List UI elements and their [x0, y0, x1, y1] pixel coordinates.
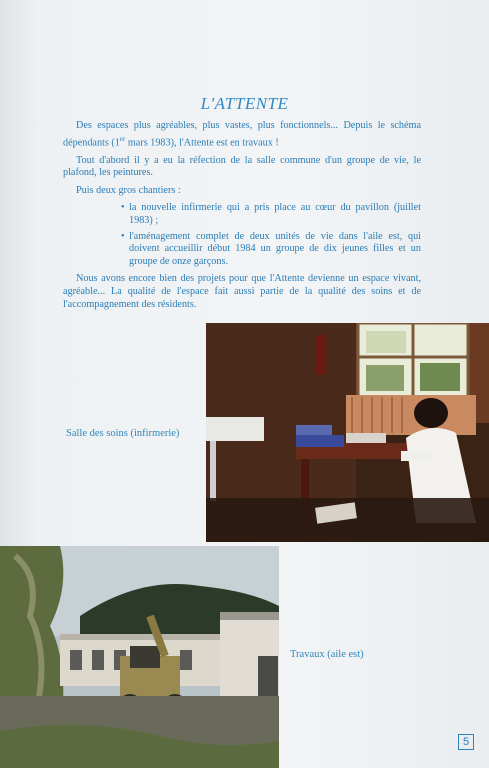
list-item-text: l'aménagement complet de deux unités de vie dans l'aile est, qui doivent accueillir début 1984 un groupe de dix jeunes filles et un groupe de onze garçons.	[129, 230, 421, 267]
paragraph-intro	[63, 120, 421, 150]
bullet-icon: •	[121, 230, 125, 242]
list-item	[63, 202, 421, 227]
list-item	[63, 231, 421, 269]
paragraph-intro-text-a: Des espaces plus agréables, plus vastes, plus fonctionnels... Depuis le schéma dépendants (1	[63, 120, 421, 148]
infirmary-photo	[206, 323, 489, 542]
infirmary-photo-image	[206, 323, 489, 542]
page-title: L'ATTENTE	[200, 94, 289, 113]
chantiers-list	[63, 202, 421, 268]
paragraph-projets: Nous avons encore bien des projets pour que l'Attente devienne un espace vivant, agréable... La qualité de l'espace fait aussi partie de la qualité des soins et de l'accompagnement des résidents.	[63, 273, 421, 310]
paragraph-refection: Tout d'abord il y a eu la réfection de la salle commune d'un groupe de vie, le plafond, les peintures.	[63, 154, 421, 179]
ordinal-superscript: er	[119, 134, 126, 143]
paragraph-intro-text-b: mars 1983), l'Attente est en travaux !	[125, 136, 279, 148]
caption-construction: Travaux (aile est)	[290, 649, 364, 660]
paragraph-chantiers: Puis deux gros chantiers :	[76, 184, 181, 196]
page-number: 5	[458, 734, 474, 750]
construction-photo-image	[0, 546, 279, 768]
list-item-text: la nouvelle infirmerie qui a pris place au cœur du pavillon (juillet 1983) ;	[129, 202, 421, 226]
bullet-icon: •	[121, 202, 125, 214]
construction-photo	[0, 546, 279, 768]
article-body	[63, 120, 421, 316]
caption-infirmary: Salle des soins (infirmerie)	[66, 428, 180, 439]
